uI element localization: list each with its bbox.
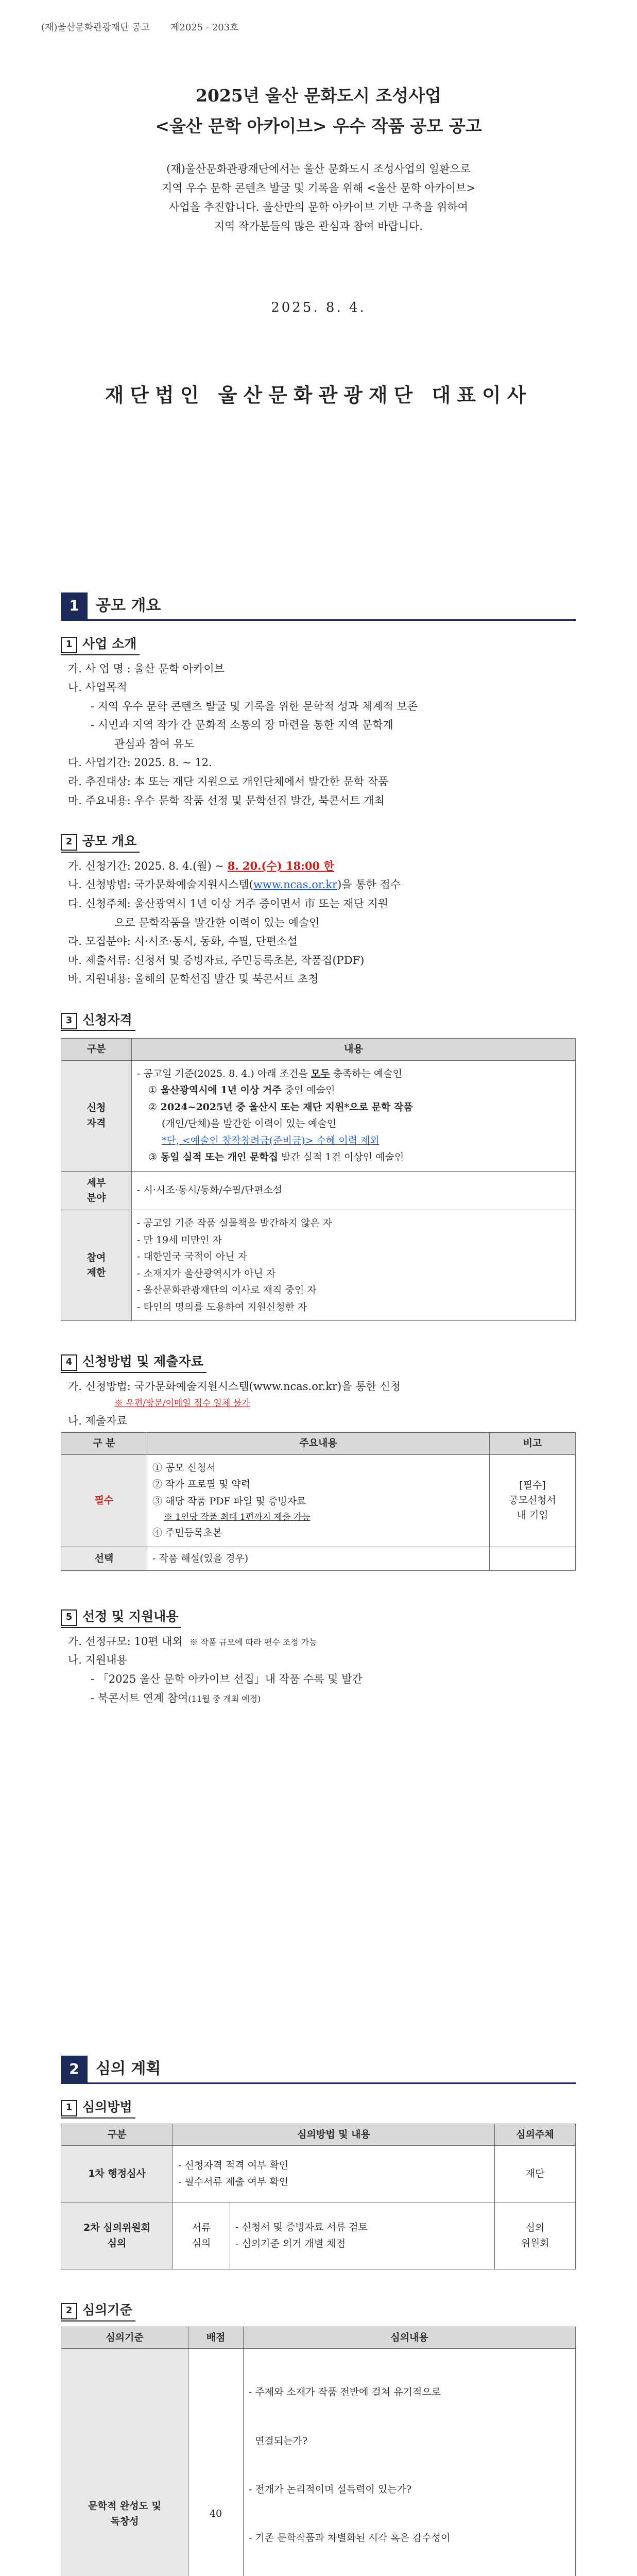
ncas-link[interactable]: www.ncas.or.kr [253, 878, 338, 891]
table-row [61, 2202, 576, 2269]
section-title: 공모 개요 [96, 596, 161, 615]
review-method-table [61, 2124, 576, 2269]
title-block [61, 0, 576, 410]
announcement-header [41, 21, 239, 35]
subsection-number: 3 [61, 1013, 77, 1029]
list-item: - 시민과 지역 작가 간 문화적 소통의 장 마련을 통한 지역 문학계 [91, 719, 393, 732]
list-item: 마. 제출서류: 신청서 및 증빙자료, 주민등록초본, 작품집(PDF) [68, 954, 365, 967]
deadline: 8. 20.(수) 18:00 한 [227, 859, 334, 872]
method-line: - 심의기준 의거 개별 채점 [235, 2238, 346, 2250]
header-org: (재)울산문화관광재단 공고 [41, 22, 150, 33]
table-cell: 서류 심의 [173, 2202, 230, 2269]
row-label: 2차 심의위원회 심의 [61, 2202, 173, 2269]
required-documents [147, 1454, 490, 1547]
condition-line [137, 1066, 570, 1081]
list-item [68, 876, 576, 893]
subsection-number: 1 [61, 637, 77, 653]
note: ※ 작품 규모에 따라 편수 조정 가능 [190, 1637, 317, 1647]
subsection-number: 2 [61, 2303, 77, 2319]
method-line: - 신청자격 적격 여부 확인 [178, 2159, 289, 2171]
eligibility-conditions [132, 1060, 576, 1171]
note: (11월 중 개최 예정) [188, 1693, 261, 1704]
score-cell: 40 [188, 2349, 244, 2576]
announcement-date: 2025. 8. 4. [271, 300, 366, 316]
criteria-cell [244, 2349, 576, 2576]
table-cell [173, 2146, 495, 2202]
call-overview-list [68, 858, 576, 988]
subsection-header [61, 1352, 206, 1373]
subsection-title: 사업 소개 [82, 636, 137, 651]
row-label: 선택 [61, 1547, 147, 1570]
project-intro-list [68, 660, 576, 809]
table-header: 심의기준 [61, 2327, 188, 2348]
document-note: ※ 1인당 작품 최대 1편까지 제출 가능 [164, 1512, 311, 1522]
list-item: 다. 신청주체: 울산광역시 1년 이상 거주 증이면서 市 또는 재단 지원 [68, 897, 389, 910]
list-item: 으로 문학작품을 발간한 이력이 있는 예술인 [114, 916, 320, 929]
table-header-row [61, 2327, 576, 2348]
method-line: - 신청서 및 증빙자료 서류 검토 [235, 2221, 368, 2233]
page-title-line1: 2025년 울산 문화도시 조성사업 [196, 86, 441, 106]
intro-line: (재)울산문화관광재단에서는 울산 문화도시 조성사업의 일환으로 [166, 163, 471, 176]
table-cell: 재단 [495, 2146, 576, 2202]
list-item: 라. 모집분야: 시·시조·동시, 동화, 수필, 단편소설 [68, 935, 298, 948]
table-row [61, 2146, 576, 2202]
subsection-header [61, 1010, 135, 1031]
condition-line [148, 1150, 570, 1165]
eligibility-table [61, 1038, 576, 1321]
table-header: 구분 [61, 1039, 132, 1060]
section-overview [61, 592, 576, 1708]
signature-org: 재단법인 울산문화관광재단 대표이사 [105, 383, 532, 406]
selection-list [68, 1633, 576, 1706]
document-line: ④ 주민등록초본 [152, 1527, 222, 1539]
subsection-title: 공모 개요 [82, 834, 137, 849]
table-cell: 심의 위원회 [495, 2202, 576, 2269]
list-item: 다. 사업기간: 2025. 8. ~ 12. [68, 756, 212, 769]
table-header-row [61, 1433, 576, 1454]
table-header-row [61, 2124, 576, 2145]
section-number: 2 [61, 2056, 88, 2082]
row-label: 필수 [61, 1454, 147, 1547]
table-row [61, 1171, 576, 1210]
subsection-header [61, 1607, 181, 1628]
list-item [68, 858, 576, 875]
restriction-line: - 공고일 기준 작품 실물책을 발간하지 않은 자 [137, 1217, 333, 1229]
subsection-header [61, 2300, 135, 2321]
row-label: 1차 행정심사 [61, 2146, 173, 2202]
subsection-title: 신청자격 [82, 1012, 132, 1027]
table-cell [230, 2202, 495, 2269]
section-number: 1 [61, 592, 88, 619]
list-item: 라. 추진대상: 本 또는 재단 지원으로 개인단체에서 발간한 문학 작품 [68, 775, 389, 788]
table-cell: - 작품 해설(있을 경우) [147, 1547, 490, 1570]
bullet: ① [148, 1084, 158, 1096]
document-line: ③ 해당 작품 PDF 파일 및 증빙자료 [152, 1495, 306, 1507]
emphasis: 2024~2025년 중 울산시 또는 재단 지원*으로 문학 작품 [157, 1101, 413, 1113]
subsection-title: 심의기준 [82, 2302, 132, 2318]
criteria-line: 연결되는가? [249, 2435, 308, 2447]
document-line: ① 공모 신청서 [152, 1462, 216, 1473]
bullet: ② [148, 1101, 158, 1113]
text: 가. 선정규모: 10편 내외 [68, 1635, 183, 1648]
emphasis: 동일 실적 또는 개인 문학집 [157, 1151, 279, 1163]
criteria-line: - 전개가 논리적이며 설득력이 있는가? [249, 2483, 412, 2495]
text: - 공고일 기준(2025. 8. 4.) 아래 조건을 [137, 1067, 311, 1079]
application-method-suffix: )을 통한 접수 [337, 878, 401, 891]
subsection-title: 심의방법 [82, 2099, 132, 2114]
emphasis: 울산광역시에 1년 이상 거주 [157, 1084, 282, 1096]
section-title: 심의 계획 [96, 2059, 161, 2078]
table-header-row [61, 1039, 576, 1060]
list-item: 나. 사업목적 [68, 681, 127, 694]
table-header: 심의내용 [244, 2327, 576, 2348]
bullet: ③ [148, 1151, 158, 1163]
subsection-title: 신청방법 및 제출자료 [82, 1354, 203, 1369]
review-criteria-table [61, 2327, 576, 2576]
list-item [68, 1633, 576, 1650]
subsection-header [61, 832, 140, 853]
table-header: 비고 [490, 1433, 576, 1454]
table-row [61, 1060, 576, 1171]
subsection-number: 5 [61, 1609, 77, 1626]
condition-line [148, 1100, 570, 1115]
submission-list [68, 1378, 576, 1429]
list-item: - 지역 우수 문학 콘텐츠 발굴 및 기록을 위한 문학적 성과 체계적 보존 [91, 700, 418, 713]
document-line: ② 작가 프로필 및 약력 [152, 1479, 250, 1490]
table-cell: - 시·시조·동시/동화/수필/단편소설 [132, 1171, 576, 1210]
documents-table [61, 1432, 576, 1571]
subsection-header [61, 634, 140, 655]
criteria-line: - 주제와 소재가 작품 전반에 걸쳐 유기적으로 [249, 2386, 441, 2398]
subsection-number: 1 [61, 2100, 77, 2116]
criteria-line: - 기존 문학작품과 차별화된 시각 혹은 감수성이 [249, 2532, 451, 2544]
restriction-line: - 대한민국 국적이 아닌 자 [137, 1251, 248, 1263]
intro-line: 지역 작가분들의 많은 관심과 참여 바랍니다. [214, 219, 423, 232]
list-note: ※ 우편/방문/이메일 접수 일체 불가 [114, 1398, 250, 1409]
text: 발간 실적 1건 이상인 예술인 [278, 1151, 404, 1163]
condition-line: *단, <예술인 창작창려금(준비금)> 수혜 이력 제외 [162, 1134, 380, 1146]
condition-line [148, 1083, 570, 1098]
list-item: 마. 주요내용: 우수 문학 작품 선정 및 문학선집 발간, 북콘서트 개최 [68, 794, 385, 807]
text: 중인 예술인 [281, 1084, 335, 1096]
table-cell [490, 1547, 576, 1570]
restriction-line: - 울산문화관광재단의 이사로 재직 중인 자 [137, 1284, 317, 1296]
intro-paragraph [87, 160, 550, 235]
table-row [61, 1454, 576, 1547]
restriction-list [132, 1210, 576, 1321]
condition-line: (개인/단체)을 발간한 이력이 있는 예술인 [162, 1118, 337, 1130]
table-header: 심의주체 [495, 2124, 576, 2145]
list-item: 바. 지원내용: 울해의 문학선집 발간 및 북콘서트 초청 [68, 973, 319, 986]
row-label: 신청 자격 [61, 1060, 132, 1171]
table-header: 내용 [132, 1039, 576, 1060]
table-header: 주요내용 [147, 1433, 490, 1454]
text: 충족하는 예술인 [330, 1067, 402, 1079]
table-row [61, 1210, 576, 1321]
header-number: 제2025 - 203호 [170, 22, 239, 33]
subsection-number: 2 [61, 834, 77, 851]
emphasis: 모두 [311, 1067, 330, 1079]
table-header: 심의방법 및 내용 [173, 2124, 495, 2145]
table-row [61, 2349, 576, 2576]
table-header: 배점 [188, 2327, 244, 2348]
list-item: 나. 지원내용 [68, 1654, 127, 1667]
page-title-line2: <울산 문학 아카이브> 우수 작품 공모 공고 [155, 116, 482, 137]
table-header: 구분 [61, 2124, 173, 2145]
subsection-header [61, 2097, 135, 2119]
list-item: 관심과 참여 유도 [114, 737, 195, 750]
section-review [61, 2056, 576, 2576]
restriction-line: - 만 19세 미만인 자 [137, 1234, 222, 1246]
list-item [68, 1690, 576, 1707]
row-label: 문학적 완성도 및 독창성 [61, 2349, 188, 2576]
subsection-title: 선정 및 지원내용 [82, 1609, 179, 1624]
row-label: 세부 분야 [61, 1171, 132, 1210]
list-item: 나. 제출자료 [68, 1414, 127, 1427]
intro-line: 사업을 추진합니다. 울산만의 문학 아카이브 기반 구축을 위하여 [169, 200, 468, 213]
table-row [61, 1547, 576, 1570]
list-item: 가. 사 업 명 : 울산 문학 아카이브 [68, 662, 225, 675]
method-line: - 필수서류 제출 여부 확인 [178, 2176, 289, 2188]
application-period: 가. 신청기간: 2025. 8. 4.(월) ~ [68, 859, 228, 872]
text: - 북콘서트 연계 참여 [91, 1691, 188, 1704]
table-cell: [필수] 공모신청서 내 기입 [490, 1454, 576, 1547]
subsection-number: 4 [61, 1354, 77, 1371]
application-method: 나. 신청방법: 국가문화예술지원시스템( [68, 878, 253, 891]
list-item: - 「2025 울산 문학 아카이브 선집」내 작품 수록 및 발간 [91, 1673, 363, 1686]
section-header [61, 592, 576, 621]
row-label: 참여 제한 [61, 1210, 132, 1321]
intro-line: 지역 우수 문학 콘텐츠 발굴 및 기록을 위해 <울산 문학 아카이브> [161, 182, 476, 195]
section-header [61, 2056, 576, 2084]
table-header: 구 분 [61, 1433, 147, 1454]
list-item: 가. 신청방법: 국가문화예술지원시스템(www.ncas.or.kr)을 통한 신청 [68, 1380, 401, 1393]
restriction-line: - 타인의 명의를 도용하여 지원신청한 자 [137, 1301, 307, 1313]
restriction-line: - 소재지가 울산광역시가 아닌 자 [137, 1267, 276, 1279]
